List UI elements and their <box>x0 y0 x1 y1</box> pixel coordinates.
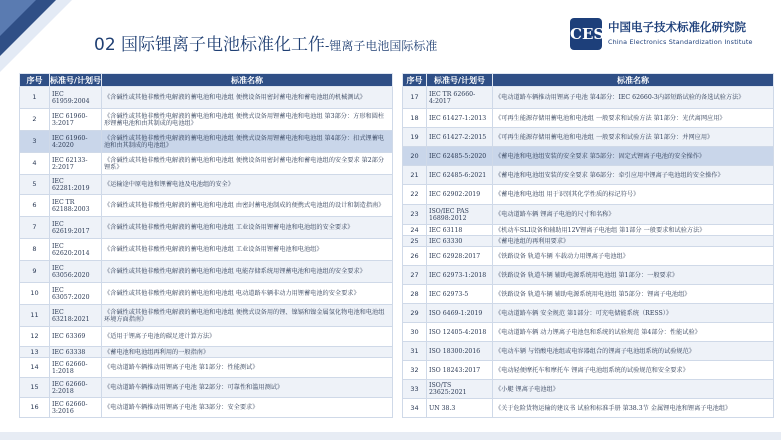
cell-name: 《含碱性或其他非酸性电解液的蓄电池和电池组 便携式设备用锂蓄电池和电池组 第4部分：扣式锂蓄电池和由其制成的电池组》 <box>102 131 393 153</box>
cell-no: 3 <box>20 131 50 153</box>
cell-code: IEC 62902:2019 <box>427 185 493 205</box>
page-title <box>94 30 437 55</box>
cell-code: IEC 63057:2020 <box>50 283 102 305</box>
cell-no: 24 <box>403 225 427 236</box>
header-name: 标准名称 <box>493 74 774 87</box>
cell-no: 27 <box>403 266 427 285</box>
cell-no: 25 <box>403 236 427 247</box>
table-row <box>20 239 393 261</box>
cell-no: 14 <box>20 358 50 378</box>
page-title-sub: -锂离子电池国际标准 <box>325 39 438 53</box>
cell-name: 《电动道路车辆 动力锂离子电池包和系统的试验规范 第4部分：性能试验》 <box>493 323 774 342</box>
cell-code: IEC 62485-5:2020 <box>427 147 493 166</box>
cell-no: 23 <box>403 205 427 225</box>
table-row <box>403 266 774 285</box>
cell-name: 《小艇 锂离子电池组》 <box>493 380 774 399</box>
cell-code: IEC 63369 <box>50 327 102 347</box>
cell-name: 《含碱性或其他非酸性电解液的蓄电池和电池组 便携式设备用的锂、镍镉和镍金属氢化物电池和电池组 环境方面指南》 <box>102 305 393 327</box>
table-row <box>20 347 393 358</box>
cell-name: 《蓄电池和电池组 用于识别其化学性质的标记符号》 <box>493 185 774 205</box>
cell-name: 《含碱性或其他非酸性电解液的蓄电池和电池组 工业设备用锂蓄电池和电池组的安全要求》 <box>102 217 393 239</box>
cell-no: 28 <box>403 285 427 304</box>
standards-table-right <box>402 73 774 418</box>
table-row <box>403 236 774 247</box>
table-row <box>20 327 393 347</box>
table-row <box>20 378 393 398</box>
table-row <box>403 399 774 418</box>
table-row <box>20 109 393 131</box>
cell-code: ISO 6469-1:2019 <box>427 304 493 323</box>
cell-name: 《电动道路车辆 锂离子电池的尺寸和名称》 <box>493 205 774 225</box>
cell-no: 10 <box>20 283 50 305</box>
cell-no: 9 <box>20 261 50 283</box>
cell-no: 4 <box>20 153 50 175</box>
cell-code: IEC 61960-4:2020 <box>50 131 102 153</box>
cell-no: 20 <box>403 147 427 166</box>
cell-name: 《运输途中原电池和锂蓄电池及电池组的安全》 <box>102 175 393 195</box>
cell-no: 8 <box>20 239 50 261</box>
cell-code: IEC 62660-2:2018 <box>50 378 102 398</box>
cell-no: 31 <box>403 342 427 361</box>
cell-code: IEC 62660-1:2018 <box>50 358 102 378</box>
cell-name: 《电动道路车辆推动用锂离子电池 第4部分：IEC 62660-3内部短路试验的备选试验方法》 <box>493 87 774 109</box>
cell-no: 34 <box>403 399 427 418</box>
cell-code: IEC 63218:2021 <box>50 305 102 327</box>
cell-code: IEC 63118 <box>427 225 493 236</box>
cell-name: 《含碱性或其他非酸性电解液的蓄电池和电池组 电动道路车辆非动力用锂蓄电池的安全要求》 <box>102 283 393 305</box>
table-row <box>20 175 393 195</box>
header-name: 标准名称 <box>102 74 393 87</box>
cell-code: IEC 62928:2017 <box>427 247 493 266</box>
cell-name: 《电动道路车辆推动用锂离子电池 第2部分：可靠性和滥用测试》 <box>102 378 393 398</box>
cell-no: 7 <box>20 217 50 239</box>
cell-no: 17 <box>403 87 427 109</box>
table-row <box>403 166 774 185</box>
cell-name: 《含碱性或其他非酸性电解液的蓄电池和电池组 工业设备用锂蓄电池和电池组》 <box>102 239 393 261</box>
table-row <box>20 398 393 418</box>
table-row <box>403 304 774 323</box>
table-row <box>403 247 774 266</box>
cell-no: 18 <box>403 109 427 128</box>
cell-code: IEC 61960-3:2017 <box>50 109 102 131</box>
cell-no: 1 <box>20 87 50 109</box>
table-header-row <box>20 74 393 87</box>
cell-code: IEC 62973-1:2018 <box>427 266 493 285</box>
cell-no: 11 <box>20 305 50 327</box>
table-row <box>403 225 774 236</box>
cell-code: ISO 18300:2016 <box>427 342 493 361</box>
cell-name: 《电动车辆 与铅酸电池组或电容器组合的锂离子电池组系统的试验规范》 <box>493 342 774 361</box>
cell-name: 《铁路设备 轨道车辆 车载动力用锂离子电池组》 <box>493 247 774 266</box>
cell-code: IEC 62281:2019 <box>50 175 102 195</box>
cell-no: 12 <box>20 327 50 347</box>
table-row <box>403 128 774 147</box>
cell-no: 16 <box>20 398 50 418</box>
table-row <box>403 87 774 109</box>
cell-name: 《含碱性或其他非酸性电解液的蓄电池和电池组 便携设备用密封蓄电池和蓄电池组的机械测试》 <box>102 87 393 109</box>
cell-code: IEC 61959:2004 <box>50 87 102 109</box>
cell-code: ISO 12405-4:2018 <box>427 323 493 342</box>
cell-name: 《含碱性或其他非酸性电解液的蓄电池和电池组 电能存储系统用锂蓄电池和电池组的安全要求》 <box>102 261 393 283</box>
cell-code: ISO/IEC PAS 16898:2012 <box>427 205 493 225</box>
table-row <box>403 285 774 304</box>
header-code: 标准号/计划号 <box>50 75 101 85</box>
cell-code: IEC 61427-2:2015 <box>427 128 493 147</box>
cell-code: IEC 62485-6:2021 <box>427 166 493 185</box>
cell-no: 15 <box>20 378 50 398</box>
table-row <box>20 261 393 283</box>
cell-code: ISO 18243:2017 <box>427 361 493 380</box>
logo-name-en: China Electronics Standardization Institute <box>608 38 753 46</box>
cell-name: 《关于危险货物运输的建议书 试验和标准手册 第38.3节 金属锂电池和锂离子电池组》 <box>493 399 774 418</box>
cell-no: 19 <box>403 128 427 147</box>
cell-code: IEC 62660-3:2016 <box>50 398 102 418</box>
cell-no: 26 <box>403 247 427 266</box>
cell-code: IEC TR 62188:2003 <box>50 195 102 217</box>
table-row <box>20 131 393 153</box>
cell-name: 《铁路设备 轨道车辆 辅助电源系统用电池组 第5部分：锂离子电池组》 <box>493 285 774 304</box>
cell-name: 《蓄电池和电池组安装的安全要求 第5部分：固定式锂离子电池的安全操作》 <box>493 147 774 166</box>
cell-name: 《可再生能源存储用蓄电池和电池组 一般要求和试验方法 第1部分：并网应用》 <box>493 128 774 147</box>
cell-name: 《电动道路车辆推动用锂离子电池 第3部分：安全要求》 <box>102 398 393 418</box>
cell-name: 《可再生能源存储用蓄电池和电池组 一般要求和试验方法 第1部分：光伏离网应用》 <box>493 109 774 128</box>
corner-decoration <box>0 0 72 72</box>
cell-code: IEC 61427-1:2013 <box>427 109 493 128</box>
cell-name: 《电动轻便摩托车和摩托车 锂离子电池组系统的试验规范和安全要求》 <box>493 361 774 380</box>
cell-name: 《机动车SLI设备和辅助用12V锂离子电池组 第1部分 一般要求和试验方法》 <box>493 225 774 236</box>
table-row <box>20 87 393 109</box>
table-row <box>403 205 774 225</box>
table-row <box>403 109 774 128</box>
cell-name: 《电动道路车辆 安全规范 第1部分：可充电储能系统（RESS）》 <box>493 304 774 323</box>
table-row <box>403 323 774 342</box>
cell-no: 21 <box>403 166 427 185</box>
footer-bar <box>0 432 781 440</box>
table-row <box>20 153 393 175</box>
table-row <box>403 185 774 205</box>
cell-code: IEC 63056:2020 <box>50 261 102 283</box>
table-header-row <box>403 74 774 87</box>
logo-name-cn: 中国电子技术标准化研究院 <box>608 20 746 34</box>
cell-name: 《适用于锂离子电池的碳足迹计算方法》 <box>102 327 393 347</box>
cell-code: IEC 62620:2014 <box>50 239 102 261</box>
cell-no: 2 <box>20 109 50 131</box>
cell-no: 30 <box>403 323 427 342</box>
cell-name: 《蓄电池和电池组再利用的一般指南》 <box>102 347 393 358</box>
cell-no: 29 <box>403 304 427 323</box>
table-row <box>403 342 774 361</box>
table-row <box>20 195 393 217</box>
cell-code: IEC TR 62660-4:2017 <box>427 87 493 109</box>
cell-code: IEC 63330 <box>427 236 493 247</box>
cell-name: 《含碱性或其他非酸性电解液的蓄电池和电池组 便携设备用密封蓄电池和蓄电池组的安全要求 第2部分 锂系》 <box>102 153 393 175</box>
cesi-logo-mark: CESI <box>570 18 602 50</box>
cell-code: UN 38.3 <box>427 399 493 418</box>
table-row <box>403 147 774 166</box>
cell-no: 33 <box>403 380 427 399</box>
cell-code: IEC 63338 <box>50 347 102 358</box>
table-row <box>20 217 393 239</box>
institute-logo <box>570 18 770 52</box>
page-title-main: 02 国际锂离子电池标准化工作 <box>94 35 326 55</box>
table-row <box>403 361 774 380</box>
cell-name: 《铁路设备 轨道车辆 辅助电源系统用电池组 第1部分：一般要求》 <box>493 266 774 285</box>
table-row <box>20 358 393 378</box>
cell-name: 《蓄电池和电池组安装的安全要求 第6部分：牵引应用中锂离子电池组的安全操作》 <box>493 166 774 185</box>
cell-code: IEC 62973-5 <box>427 285 493 304</box>
cell-no: 22 <box>403 185 427 205</box>
cell-no: 6 <box>20 195 50 217</box>
cell-name: 《含碱性或其他非酸性电解液的蓄电池和电池组 由密封蓄电池制成的便携式电池组的设计和制造指南》 <box>102 195 393 217</box>
table-row <box>20 283 393 305</box>
cell-name: 《含碱性或其他非酸性电解液的蓄电池和电池组 便携式设备用锂蓄电池和电池组 第3部分：方形和圆柱形锂蓄电池和由其制成的电池组》 <box>102 109 393 131</box>
table-row <box>20 305 393 327</box>
header-no: 序号 <box>20 74 50 87</box>
cell-no: 13 <box>20 347 50 358</box>
header-no: 序号 <box>403 74 427 87</box>
table-row <box>403 380 774 399</box>
header-code: 标准号/计划号 <box>427 74 493 87</box>
standards-table-left <box>19 73 393 418</box>
cell-code: IEC 62133-2:2017 <box>50 153 102 175</box>
cell-code: ISO/TS 23625:2021 <box>427 380 493 399</box>
cell-name: 《蓄电池组的再利用要求》 <box>493 236 774 247</box>
cell-no: 32 <box>403 361 427 380</box>
cell-no: 5 <box>20 175 50 195</box>
cell-name: 《电动道路车辆推动用锂离子电池 第1部分：性能测试》 <box>102 358 393 378</box>
cell-code: IEC 62619:2017 <box>50 217 102 239</box>
